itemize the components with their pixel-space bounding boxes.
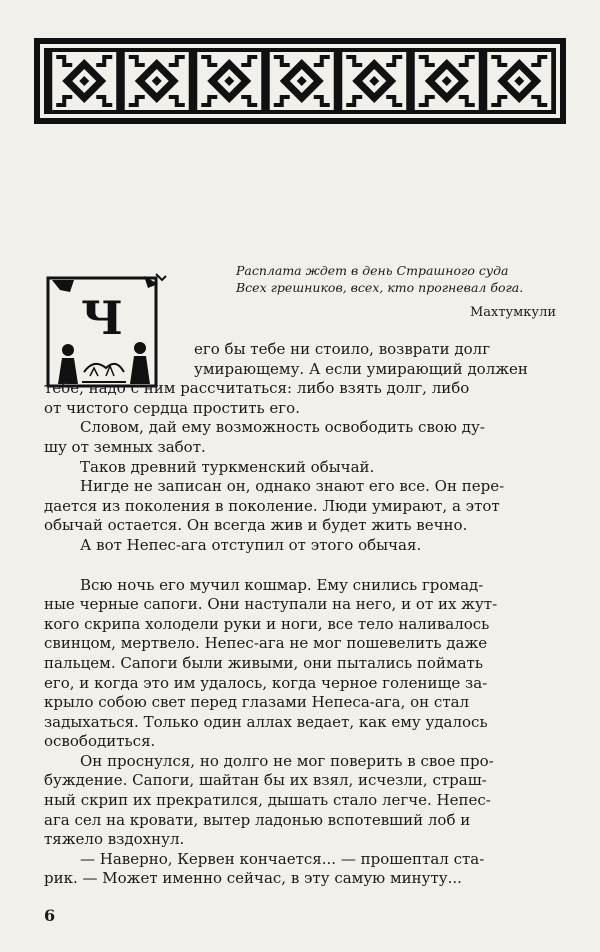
ornament-header-band — [34, 38, 566, 124]
text-line: буждение. Сапоги, шайтан бы их взял, исчезли, страш- — [44, 771, 487, 790]
text-line: Он проснулся, но долго не мог поверить в свое про- — [80, 751, 494, 770]
page-number: 6 — [44, 906, 56, 925]
text-line: его, и когда это им удалось, когда черное голенище за- — [44, 673, 488, 692]
text-line: обычай остается. Он всегда жив и будет жить вечно. — [44, 516, 468, 535]
text-line: А вот Непес-ага отступил от этого обычая. — [80, 535, 422, 554]
ornament-motif-icon — [197, 52, 261, 110]
ornament-motif-icon — [52, 52, 116, 110]
text-line: Всю ночь его мучил кошмар. Ему снились громад- — [80, 575, 484, 594]
epigraph-line-2: Всех грешников, всех, кто прогневал бога. — [236, 280, 524, 295]
text-line: тебе, надо с ним рассчитаться: либо взять долг, либо — [44, 379, 470, 398]
text-line: — Наверно, Кервен кончается... — прошептал ста- — [80, 849, 485, 868]
text-line: от чистого сердца простить его. — [44, 398, 300, 417]
body-text — [44, 340, 566, 889]
ornament-motif-icon — [270, 52, 334, 110]
dropcap-letter: Ч — [80, 291, 124, 345]
ornament-motif-icon — [415, 52, 479, 110]
text-line: пальцем. Сапоги были живыми, они пытались поймать — [44, 653, 484, 672]
text-line: задыхаться. Только один аллах ведает, как ему удалось — [44, 712, 488, 731]
epigraph-line-1: Расплата ждет в день Страшного суда — [236, 263, 509, 278]
epigraph-author: Махтумкули — [469, 305, 556, 320]
text-line: рик. — Может именно сейчас, в эту самую минуту... — [44, 869, 462, 888]
ornament-motif-icon — [125, 52, 189, 110]
text-line: Таков древний туркменский обычай. — [80, 457, 375, 476]
text-line: шу от земных забот. — [44, 437, 206, 456]
text-line: ные черные сапоги. Они наступали на него, и от их жут- — [44, 595, 498, 614]
text-line: Словом, дай ему возможность освободить свою ду- — [80, 418, 485, 437]
text-line: свинцом, мертвело. Непес-ага не мог пошевелить даже — [44, 634, 488, 653]
ornament-motif-icon — [487, 52, 551, 110]
text-line: дается из поколения в поколение. Люди умирают, а этот — [44, 496, 500, 515]
ornament-motif-icon — [342, 52, 406, 110]
text-line: освободиться. — [44, 732, 156, 751]
text-line: кого скрипа холодели руки и ноги, все тело наливалось — [44, 614, 490, 633]
text-line: Нигде не записан он, однако знают его все. Он пере- — [80, 477, 505, 496]
text-line: ага сел на кровати, вытер ладонью вспотевший лоб и — [44, 810, 471, 829]
epigraph — [236, 262, 556, 321]
text-line: умирающему. А если умирающий должен — [194, 359, 528, 378]
text-line: тяжело вздохнул. — [44, 830, 185, 849]
text-line: ный скрип их прекратился, дышать стало легче. Непес- — [44, 791, 491, 810]
text-line: крыло собою свет перед глазами Непеса-ага, он стал — [44, 693, 470, 712]
text-line: его бы тебе ни стоило, возврати долг — [194, 340, 491, 358]
